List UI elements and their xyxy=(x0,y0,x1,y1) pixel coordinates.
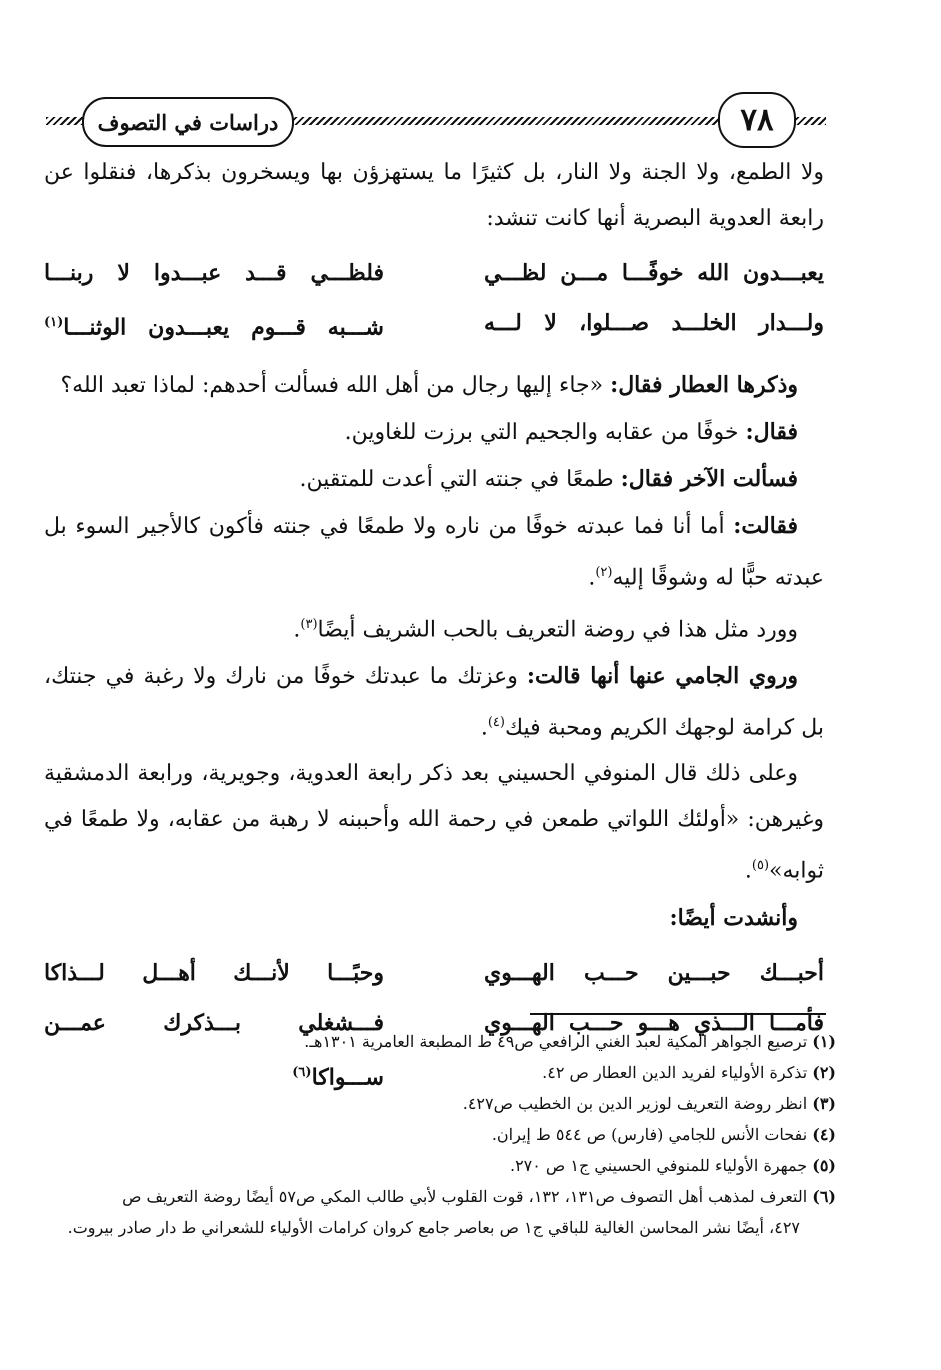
header-ornament-left xyxy=(46,117,86,125)
paragraph-jami xyxy=(44,653,824,751)
footnote-3-number: (٣) xyxy=(812,1094,836,1113)
footnote-6-text: التعرف لمذهب أهل التصوف ص١٣١، ١٣٢، قوت القلوب لأبي طالب المكي ص٥٧ أيضًا روضة التعريف ص xyxy=(122,1187,813,1206)
paragraph-answer-2-lead: فسألت الآخر فقال: xyxy=(620,466,798,493)
footnote-1-number: (١) xyxy=(812,1032,836,1051)
poem-1-line-2 xyxy=(44,298,824,352)
paragraph-poem-intro xyxy=(44,895,824,942)
poem-2-hemistich-1a: أحبـــك حبـــين حـــب الهـــوي xyxy=(484,959,824,986)
paragraph-jami-text: وعزتك ما عبدتك خوفًا من نارك ولا رغبة في جنتك، بل كرامة لوجهك الكريم ومحبة فيك xyxy=(44,663,824,741)
paragraph-poem-intro-text: وأنشدت أيضًا: xyxy=(669,904,798,931)
footnote-ref-1: (١) xyxy=(44,315,64,330)
paragraph-rabia-reply-end: . xyxy=(588,565,596,591)
footnotes xyxy=(50,1026,836,1243)
paragraph-answer-1-text: خوفًا من عقابه والجحيم التي برزت للغاوين. xyxy=(344,420,746,446)
poem-1-hemistich-2b xyxy=(44,298,384,352)
footnote-6-continuation: ٤٢٧، أيضًا نشر المحاسن الغالية للباقي ج١ ص بعاصر جامع كروان كرامات الأولياء للشعراني ط دار صادر بيروت. xyxy=(67,1218,800,1237)
footnote-6 xyxy=(50,1181,836,1212)
paragraph-answer-2-text: طمعًا في جنته التي أعدت للمتقين. xyxy=(299,467,621,493)
footnote-5 xyxy=(50,1150,836,1181)
footnote-1 xyxy=(50,1026,836,1057)
poem-2-hemistich-2a: فأمـــا الـــذي هـــو حـــب الهـــوي xyxy=(484,1009,824,1036)
footnote-3-text: انظر روضة التعريف لوزير الدين بن الخطيب ص٤٢٧. xyxy=(462,1094,813,1113)
main-text xyxy=(44,150,824,1102)
paragraph-rabia-reply-text: أما أنا فما عبدته خوفًا من ناره ولا طمعًا في جنته فأكون كالأجير السوء بل عبدته حبًّا له وشوقًا إليه xyxy=(44,514,824,591)
footnote-1-text: ترصيع الجواهر المكية لعبد الغني الرافعي ص٤٩ ط المطبعة العامرية ١٣٠١هـ. xyxy=(304,1032,813,1051)
paragraph-jami-lead: وروي الجامي عنها أنها قالت: xyxy=(526,662,799,689)
footnote-4 xyxy=(50,1119,836,1150)
paragraph-manufi-text: وعلى ذلك قال المنوفي الحسيني بعد ذكر رابعة العدوية، وجويرية، ورابعة الدمشقية وغيرهن: «أولئك اللواتي طمعن في رحمة الله وأحببنه لا رهبة من عقابه، ولا طمعًا في ثوابه» xyxy=(44,761,824,884)
footnote-ref-2: (٢) xyxy=(595,565,613,581)
poem-1-hemistich-2a: ولـــدار الخلـــد صـــلوا، لا لـــه xyxy=(484,310,824,336)
paragraph-answer-1 xyxy=(44,409,824,456)
paragraph-attar xyxy=(44,362,824,409)
poem-2-hemistich-2b-text: فـــشغلي بـــذكرك عمـــن ســـواكا xyxy=(44,1009,384,1090)
poem-2-line-1 xyxy=(44,948,824,998)
footnote-6-number: (٦) xyxy=(812,1187,836,1206)
footnote-ref-6: (٦) xyxy=(292,1064,312,1080)
paragraph-intro: ولا الطمع، ولا الجنة ولا النار، بل كثيرًا ما يستهزؤن بها ويسخرون بذكرها، فنقلوا عن رابعة العدوية البصرية أنها كانت تنشد: xyxy=(44,160,824,231)
footnote-4-text: نفحات الأنس للجامي (فارس) ص ٥٤٤ ط إيران. xyxy=(491,1125,813,1144)
paragraph-jami-end: . xyxy=(480,715,488,741)
footnote-2-number: (٢) xyxy=(812,1063,836,1082)
paragraph-manufi xyxy=(44,751,824,894)
running-title: دراسات في التصوف xyxy=(82,97,294,147)
footnote-2-text: تذكرة الأولياء لفريد الدين العطار ص ٤٢. xyxy=(542,1063,813,1082)
paragraph-rawdat xyxy=(44,602,824,653)
page-number: ٧٨ xyxy=(718,92,796,148)
footnote-ref-3: (٣) xyxy=(300,616,318,632)
paragraph-attar-text: «جاء إليها رجال من أهل الله فسألت أحدهم: لماذا تعبد الله؟ xyxy=(60,373,611,399)
paragraph-rawdat-text: وورد مثل هذا في روضة التعريف بالحب الشريف أيضًا xyxy=(317,616,798,642)
poem-1-hemistich-2b-text: شـــبه قـــوم يعبـــدون الوثنـــا xyxy=(63,314,384,341)
poem-1-line-1 xyxy=(44,248,824,298)
footnote-3 xyxy=(50,1088,836,1119)
poem-1-hemistich-1b: فلظـــي قـــد عبـــدوا لا ربنـــا xyxy=(44,260,384,286)
footnote-4-number: (٤) xyxy=(812,1125,836,1144)
poem-2-hemistich-1b: وحبًـــا لأنـــك أهـــل لـــذاكا xyxy=(44,959,384,986)
paragraph-attar-lead: وذكرها العطار فقال: xyxy=(610,372,798,399)
paragraph-rabia-reply xyxy=(44,503,824,601)
paragraph-answer-2 xyxy=(44,456,824,503)
poem-1-hemistich-1a: يعبـــدون الله خوفًـــا مـــن لظـــي xyxy=(484,260,824,286)
paragraph-manufi-end: . xyxy=(744,858,752,884)
paragraph-rawdat-end: . xyxy=(293,616,301,642)
footnote-5-text: جمهرة الأولياء للمنوفي الحسيني ج١ ص ٢٧٠. xyxy=(509,1156,813,1175)
paragraph-rabia-reply-lead: فقالت: xyxy=(733,513,798,540)
header-ornament-middle xyxy=(288,117,720,125)
footnote-ref-4: (٤) xyxy=(487,714,505,730)
paragraph-answer-1-lead: فقال: xyxy=(745,419,798,446)
footnote-2 xyxy=(50,1057,836,1088)
footnote-5-number: (٥) xyxy=(812,1156,836,1175)
footnote-ref-5: (٥) xyxy=(751,858,770,874)
footnote-separator xyxy=(530,1013,826,1015)
